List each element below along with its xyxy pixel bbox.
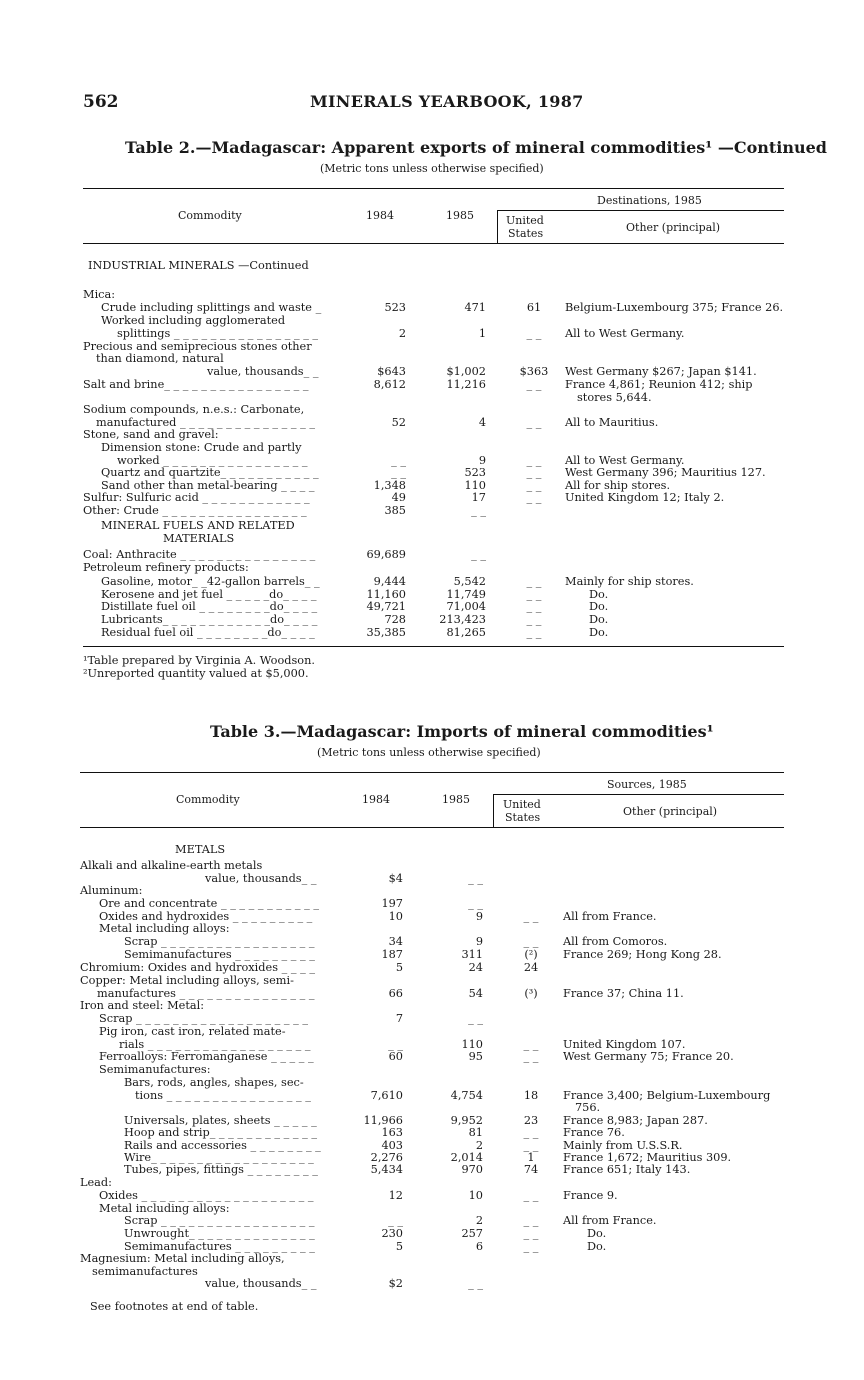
table2-commodity-cell: Residual fuel oil _ _ _ _ _ _ _ _do_ _ _ _ [101, 626, 315, 639]
table3-value-1985-cell: 9 [475, 910, 483, 923]
table3-row [0, 1126, 864, 1139]
table3-header-1984: 1984 [362, 793, 390, 806]
table2-value-1984-cell: $643 [377, 365, 406, 378]
table3-value-1984-cell: 197 [381, 897, 403, 910]
table2-commodity-cell: Quartz and quartzite_ _ _ _ _ _ _ _ _ _ _ [101, 466, 319, 479]
table2-row [0, 575, 864, 588]
table2-top-rule [83, 188, 784, 189]
table2-header-commodity: Commodity [178, 209, 242, 222]
table2-other-cell: West Germany $267; Japan $141. [565, 365, 757, 378]
table2-commodity-cell: Sulfur: Sulfuric acid _ _ _ _ _ _ _ _ _ _ _ _ [83, 491, 310, 504]
table3-row [0, 974, 864, 987]
table2-us-cell: _ _ [526, 575, 542, 588]
table3-value-1984-cell: _ _ [388, 1038, 403, 1051]
table2-value-1984-cell: 8,612 [373, 378, 406, 391]
table3-commodity-cell: Ferroalloys: Ferromanganese _ _ _ _ _ [99, 1050, 314, 1063]
table3-commodity-cell: Oxides _ _ _ _ _ _ _ _ _ _ _ _ _ _ _ _ _ _ _ [99, 1189, 314, 1202]
table3-us-cell: _ _ [523, 1139, 539, 1152]
table3-value-1984-cell: 60 [388, 1050, 403, 1063]
table3-us-cell: _ _ [523, 1240, 539, 1253]
table3-header-group: Sources, 1985 [607, 778, 687, 791]
table2-header-1984: 1984 [366, 209, 394, 222]
table2-row [0, 626, 864, 639]
table3-us-cell: 24 [523, 961, 539, 974]
table2-header-group: Destinations, 1985 [597, 194, 702, 207]
table3-value-1984-cell: 7 [395, 1012, 403, 1025]
table2-value-1985-cell: 213,423 [439, 613, 486, 626]
table2-other-cell: United Kingdom 12; Italy 2. [565, 491, 725, 504]
table3-commodity-cell: Wire_ _ _ _ _ _ _ _ _ _ _ _ _ _ _ _ _ _ [124, 1151, 314, 1164]
table3-row [0, 1025, 864, 1038]
table2-commodity-cell: worked _ _ _ _ _ _ _ _ _ _ _ _ _ _ _ _ [117, 454, 308, 467]
table2-commodity-cell: value, thousands_ _ [207, 365, 319, 378]
table2-other-cell: All to West Germany. [565, 454, 685, 467]
table3-commodity-cell: Unwrought_ _ _ _ _ _ _ _ _ _ _ _ _ _ [124, 1227, 315, 1240]
table3-commodity-cell: Metal including alloys: [99, 1202, 230, 1215]
table2-subtitle: (Metric tons unless otherwise specified) [320, 162, 544, 175]
table3-value-1985-cell: 10 [468, 1189, 483, 1202]
table2-value-1985-cell: 9 [478, 454, 486, 467]
table3-value-1984-cell: 12 [388, 1189, 403, 1202]
table3-value-1984-cell: 5 [395, 961, 403, 974]
table3-value-1985-cell: 54 [468, 987, 483, 1000]
table3-commodity-cell: Aluminum: [80, 884, 143, 897]
table2-value-1984-cell: 2 [398, 327, 406, 340]
table2-us-cell: _ _ [526, 588, 542, 601]
table2-us-cell: $363 [519, 365, 549, 378]
table2-value-1984-cell: 69,689 [366, 548, 406, 561]
table3-us-cell: _ _ [523, 935, 539, 948]
table3-row [0, 884, 864, 897]
table3-value-1984-cell: $4 [388, 872, 403, 885]
table3-value-1985-cell: _ _ [468, 872, 483, 885]
table3-value-1984-cell: 187 [381, 948, 403, 961]
table2-group-rule [497, 210, 784, 211]
table2-header-rule [83, 243, 784, 244]
table3-value-1985-cell: 2 [475, 1214, 483, 1227]
table2-other-cell: Mainly for ship stores. [565, 575, 694, 588]
table3-header-rule [80, 827, 784, 828]
table3-row [0, 999, 864, 1012]
table2-commodity-cell: MATERIALS [163, 532, 235, 545]
table2-bottom-rule [83, 646, 784, 647]
table3-commodity-cell: Scrap _ _ _ _ _ _ _ _ _ _ _ _ _ _ _ _ _ [124, 1214, 315, 1227]
table3-us-cell: 74 [523, 1163, 539, 1176]
table3-value-1985-cell: _ _ [468, 897, 483, 910]
table3-value-1984-cell: 10 [388, 910, 403, 923]
table2-row [0, 466, 864, 479]
table2-row [0, 491, 864, 504]
table2-us-cell: _ _ [526, 327, 542, 340]
table3-commodity-cell: Metal including alloys: [99, 922, 230, 935]
table3-other-cell: France 9. [563, 1189, 618, 1202]
table2-row [0, 532, 864, 545]
table2-value-1984-cell: 49 [391, 491, 406, 504]
table2-other-cell: All to West Germany. [565, 327, 685, 340]
table3-us-cell: _ _ [523, 1214, 539, 1227]
table2-commodity-cell: than diamond, natural [96, 352, 224, 365]
table2-value-1984-cell: 523 [384, 301, 406, 314]
table3-row [0, 1076, 864, 1089]
table3-value-1984-cell: 66 [388, 987, 403, 1000]
table3-row [0, 1214, 864, 1227]
table3-commodity-cell: METALS [175, 843, 226, 856]
table2-value-1984-cell: _ _ [391, 466, 406, 479]
table3-other-cell: France 8,983; Japan 287. [563, 1114, 708, 1127]
table2-value-1984-cell: 52 [391, 416, 406, 429]
table2-us-cell: _ _ [526, 416, 542, 429]
table2-us-cell: _ _ [526, 613, 542, 626]
table2-commodity-cell: splittings _ _ _ _ _ _ _ _ _ _ _ _ _ _ _ _ [117, 327, 319, 340]
table2-row [0, 352, 864, 365]
table3-value-1984-cell: 2,276 [370, 1151, 403, 1164]
table2-us-cell: _ _ [526, 600, 542, 613]
table3-commodity-cell: Ore and concentrate _ _ _ _ _ _ _ _ _ _ _ [99, 897, 319, 910]
table2-value-1985-cell: 11,749 [446, 588, 486, 601]
table2-value-1984-cell: 11,160 [366, 588, 406, 601]
table3-header-commodity: Commodity [176, 793, 240, 806]
table2-value-1985-cell: 1 [478, 327, 486, 340]
table3-other-cell: France 37; China 11. [563, 987, 684, 1000]
table3-us-cell: 18 [523, 1089, 539, 1102]
table3-group-rule [493, 794, 784, 795]
table2-row [0, 327, 864, 340]
table2-other-cell: Belgium-Luxembourg 375; France 26. [565, 301, 784, 314]
table2-value-1984-cell: 35,385 [366, 626, 406, 639]
table3-row [0, 1012, 864, 1025]
table2-footnote-1: ¹Table prepared by Virginia A. Woodson. [83, 654, 315, 667]
table3-other-cell: Do. [587, 1240, 607, 1253]
table3-value-1985-cell: 2,014 [450, 1151, 483, 1164]
table3-value-1985-cell: 24 [468, 961, 483, 974]
table3-other-cell: France 269; Hong Kong 28. [563, 948, 722, 961]
table3-commodity-cell: Rails and accessories _ _ _ _ _ _ _ _ [124, 1139, 321, 1152]
table3-commodity-cell: semimanufactures [92, 1265, 198, 1278]
table2-value-1984-cell: 1,348 [373, 479, 406, 492]
table3-subtitle: (Metric tons unless otherwise specified) [317, 746, 541, 759]
table3-other-cell: Mainly from U.S.S.R. [563, 1139, 683, 1152]
table3-commodity-cell: Magnesium: Metal including alloys, [80, 1252, 285, 1265]
table2-commodity-cell: Other: Crude _ _ _ _ _ _ _ _ _ _ _ _ _ _ _ _ [83, 504, 307, 517]
table3-commodity-cell: Universals, plates, sheets _ _ _ _ _ [124, 1114, 317, 1127]
table2-row [0, 301, 864, 314]
table3-commodity-cell: Pig iron, cast iron, related mate- [99, 1025, 286, 1038]
table2-value-1985-cell: 71,004 [446, 600, 486, 613]
table3-value-1985-cell: 6 [475, 1240, 483, 1253]
table2-value-1985-cell: 4 [478, 416, 486, 429]
table2-value-1985-cell: 471 [464, 301, 486, 314]
table3-row [0, 1277, 864, 1290]
table3-commodity-cell: Alkali and alkaline-earth metals [80, 859, 263, 872]
see-footnotes-note: See footnotes at end of table. [90, 1300, 259, 1313]
table2-commodity-cell: MINERAL FUELS AND RELATED [101, 519, 295, 532]
table2-row [0, 314, 864, 327]
table3-other-cell: United Kingdom 107. [563, 1038, 686, 1051]
table3-row [0, 935, 864, 948]
table2-footnote-2: ²Unreported quantity valued at $5,000. [83, 667, 309, 680]
table3-value-1985-cell: 9 [475, 935, 483, 948]
table2-other-cell: Do. [589, 626, 609, 639]
table3-other-cell: All from Comoros. [563, 935, 668, 948]
table3-row [0, 1101, 864, 1114]
table3-commodity-cell: value, thousands_ _ [205, 872, 317, 885]
table3-other-cell: Do. [587, 1227, 607, 1240]
table3-us-cell: _ _ [523, 1126, 539, 1139]
table3-us-cell: _ _ [523, 1189, 539, 1202]
table3-commodity-cell: Tubes, pipes, fittings _ _ _ _ _ _ _ _ [124, 1163, 318, 1176]
table2-header-divider [497, 210, 498, 243]
table3-row [0, 1163, 864, 1176]
table3-value-1985-cell: 81 [468, 1126, 483, 1139]
table2-row [0, 519, 864, 532]
table3-value-1984-cell: 5 [395, 1240, 403, 1253]
table3-row [0, 1189, 864, 1202]
table2-commodity-cell: INDUSTRIAL MINERALS —Continued [88, 259, 309, 272]
table3-other-cell: France 651; Italy 143. [563, 1163, 691, 1176]
table3-commodity-cell: rials _ _ _ _ _ _ _ _ _ _ _ _ _ _ _ _ _ _ [119, 1038, 311, 1051]
table3-value-1985-cell: 970 [461, 1163, 483, 1176]
table2-commodity-cell: Stone, sand and gravel: [83, 428, 219, 441]
table2-row [0, 403, 864, 416]
table3-row [0, 1050, 864, 1063]
table2-other-cell: All for ship stores. [565, 479, 671, 492]
table3-us-cell: _ _ [523, 1050, 539, 1063]
table2-commodity-cell: Mica: [83, 288, 116, 301]
table3-value-1985-cell: 2 [475, 1139, 483, 1152]
table3-top-rule [80, 772, 784, 773]
table3-value-1984-cell: 163 [381, 1126, 403, 1139]
table3-commodity-cell: tions _ _ _ _ _ _ _ _ _ _ _ _ _ _ _ _ [135, 1089, 311, 1102]
table3-row [0, 1176, 864, 1189]
table3-row [0, 843, 864, 856]
table3-value-1984-cell: $2 [388, 1277, 403, 1290]
table2-row [0, 600, 864, 613]
table2-other-cell: France 4,861; Reunion 412; ship [565, 378, 753, 391]
table3-value-1985-cell: _ _ [468, 1277, 483, 1290]
table2-other-cell: West Germany 396; Mauritius 127. [565, 466, 766, 479]
table2-commodity-cell: manufactured _ _ _ _ _ _ _ _ _ _ _ _ _ _ _ [96, 416, 315, 429]
table3-other-cell: West Germany 75; France 20. [563, 1050, 734, 1063]
table3-other-cell: France 1,672; Mauritius 309. [563, 1151, 732, 1164]
table2-header-1985: 1985 [446, 209, 474, 222]
table2-other-cell: All to Mauritius. [565, 416, 659, 429]
table3-value-1985-cell: 9,952 [450, 1114, 483, 1127]
table2-commodity-cell: Sand other than metal-bearing _ _ _ _ [101, 479, 315, 492]
table3-value-1984-cell: 230 [381, 1227, 403, 1240]
table3-commodity-cell: Hoop and strip_ _ _ _ _ _ _ _ _ _ _ _ [124, 1126, 317, 1139]
table3-us-cell: _ _ [523, 1227, 539, 1240]
table2-row [0, 365, 864, 378]
table3-us-cell: _ _ [523, 1038, 539, 1051]
table3-commodity-cell: value, thousands_ _ [205, 1277, 317, 1290]
table3-value-1985-cell: 110 [461, 1038, 483, 1051]
table3-value-1984-cell: 5,434 [370, 1163, 403, 1176]
table3-commodity-cell: Semimanufactures _ _ _ _ _ _ _ _ _ [124, 948, 315, 961]
table3-commodity-cell: Chromium: Oxides and hydroxides _ _ _ _ [80, 961, 315, 974]
table3-us-cell: _ _ [523, 910, 539, 923]
table2-commodity-cell: Dimension stone: Crude and partly [101, 441, 302, 454]
table2-value-1985-cell: _ _ [471, 504, 486, 517]
table3-value-1985-cell: 4,754 [450, 1089, 483, 1102]
table2-other-cell: Do. [589, 613, 609, 626]
table2-commodity-cell: Gasoline, motor_ _42-gallon barrels_ _ [101, 575, 320, 588]
table2-header-us2: States [508, 227, 544, 240]
table3-row [0, 1063, 864, 1076]
table2-commodity-cell: Precious and semiprecious stones other [83, 340, 312, 353]
table2-commodity-cell: Salt and brine_ _ _ _ _ _ _ _ _ _ _ _ _ _ _ _ [83, 378, 309, 391]
table2-value-1985-cell: 523 [464, 466, 486, 479]
table2-value-1984-cell: 9,444 [373, 575, 406, 588]
table2-value-1984-cell: 49,721 [366, 600, 406, 613]
table3-other-cell: 756. [575, 1101, 601, 1114]
table3-us-cell: 1 [527, 1151, 535, 1164]
table2-value-1985-cell: _ _ [471, 548, 486, 561]
table3-commodity-cell: Lead: [80, 1176, 112, 1189]
table3-value-1984-cell: 7,610 [370, 1089, 403, 1102]
table2-row [0, 259, 864, 272]
table3-row [0, 922, 864, 935]
table2-other-cell: Do. [589, 588, 609, 601]
page-number: 562 [83, 92, 119, 112]
table3-value-1985-cell: 95 [468, 1050, 483, 1063]
table3-commodity-cell: Scrap _ _ _ _ _ _ _ _ _ _ _ _ _ _ _ _ _ [124, 935, 315, 948]
table3-header-1985: 1985 [442, 793, 470, 806]
table3-value-1984-cell: _ _ [388, 1214, 403, 1227]
table2-value-1985-cell: 110 [464, 479, 486, 492]
table2-commodity-cell: Petroleum refinery products: [83, 561, 249, 574]
table2-commodity-cell: Worked including agglomerated [101, 314, 286, 327]
table3-row [0, 859, 864, 872]
table3-value-1984-cell: 403 [381, 1139, 403, 1152]
table3-value-1985-cell: 311 [461, 948, 483, 961]
table3-other-cell: France 3,400; Belgium-Luxembourg [563, 1089, 771, 1102]
table2-commodity-cell: Lubricants_ _ _ _ _ _ _ _ _ _ _ _do_ _ _ _ [101, 613, 318, 626]
table3-commodity-cell: Bars, rods, angles, shapes, sec- [124, 1076, 304, 1089]
table2-us-cell: _ _ [526, 626, 542, 639]
table3-header-us1: United [503, 798, 541, 811]
table2-commodity-cell: Sodium compounds, n.e.s.: Carbonate, [83, 403, 305, 416]
table2-row [0, 441, 864, 454]
table3-header-other: Other (principal) [623, 805, 718, 818]
table3-row [0, 1227, 864, 1240]
table2-value-1985-cell: 5,542 [453, 575, 486, 588]
table2-us-cell: 61 [526, 301, 542, 314]
table3-value-1984-cell: 34 [388, 935, 403, 948]
table3-row [0, 1252, 864, 1265]
table2-commodity-cell: Crude including splittings and waste _ [101, 301, 322, 314]
table3-row [0, 948, 864, 961]
table3-value-1985-cell: _ _ [468, 1012, 483, 1025]
table3-header-divider [493, 794, 494, 827]
table2-row [0, 428, 864, 441]
table2-value-1984-cell: 728 [384, 613, 406, 626]
table2-value-1984-cell: _ _ [391, 454, 406, 467]
table3-commodity-cell: Copper: Metal including alloys, semi- [80, 974, 294, 987]
table2-value-1985-cell: 81,265 [446, 626, 486, 639]
table3-value-1985-cell: 257 [461, 1227, 483, 1240]
table2-row [0, 504, 864, 517]
table3-value-1984-cell: 11,966 [363, 1114, 403, 1127]
table3-commodity-cell: manufactures _ _ _ _ _ _ _ _ _ _ _ _ _ _ _ [97, 987, 315, 1000]
table2-value-1985-cell: $1,002 [446, 365, 486, 378]
table3-title: Table 3.—Madagascar: Imports of mineral commodities¹ [210, 722, 714, 741]
table3-commodity-cell: Semimanufactures _ _ _ _ _ _ _ _ _ [124, 1240, 315, 1253]
table2-commodity-cell: Distillate fuel oil _ _ _ _ _ _ _ _do_ _ _ _ [101, 600, 318, 613]
table2-row [0, 613, 864, 626]
table2-row [0, 288, 864, 301]
table3-other-cell: France 76. [563, 1126, 625, 1139]
table2-commodity-cell: Coal: Anthracite _ _ _ _ _ _ _ _ _ _ _ _ _ _ _ [83, 548, 316, 561]
table3-row [0, 961, 864, 974]
table2-other-cell: Do. [589, 600, 609, 613]
table2-commodity-cell: Kerosene and jet fuel _ _ _ _ _do_ _ _ _ [101, 588, 317, 601]
table2-value-1985-cell: 11,216 [446, 378, 486, 391]
table3-header-us2: States [505, 811, 541, 824]
table2-us-cell: _ _ [526, 479, 542, 492]
table2-other-cell: stores 5,644. [577, 391, 652, 404]
table3-us-cell: (²) [524, 948, 538, 961]
table3-commodity-cell: Scrap _ _ _ _ _ _ _ _ _ _ _ _ _ _ _ _ _ _ _ [99, 1012, 308, 1025]
table3-commodity-cell: Iron and steel: Metal: [80, 999, 205, 1012]
table3-other-cell: All from France. [563, 910, 657, 923]
table3-us-cell: (³) [524, 987, 538, 1000]
table2-value-1985-cell: 17 [471, 491, 486, 504]
table2-header-us1: United [506, 214, 544, 227]
table2-us-cell: _ _ [526, 466, 542, 479]
table2-us-cell: _ _ [526, 454, 542, 467]
table2-us-cell: _ _ [526, 378, 542, 391]
table2-row [0, 378, 864, 391]
table3-commodity-cell: Oxides and hydroxides _ _ _ _ _ _ _ _ _ [99, 910, 313, 923]
table2-header-other: Other (principal) [626, 221, 721, 234]
table3-commodity-cell: Semimanufactures: [99, 1063, 211, 1076]
table2-value-1984-cell: 385 [384, 504, 406, 517]
table3-other-cell: All from France. [563, 1214, 657, 1227]
table2-row [0, 548, 864, 561]
table3-us-cell: 23 [523, 1114, 539, 1127]
table3-row [0, 897, 864, 910]
table2-row [0, 561, 864, 574]
table2-title: Table 2.—Madagascar: Apparent exports of mineral commodities¹ —Continued [125, 138, 827, 157]
running-head: MINERALS YEARBOOK, 1987 [310, 92, 584, 111]
table2-us-cell: _ _ [526, 491, 542, 504]
